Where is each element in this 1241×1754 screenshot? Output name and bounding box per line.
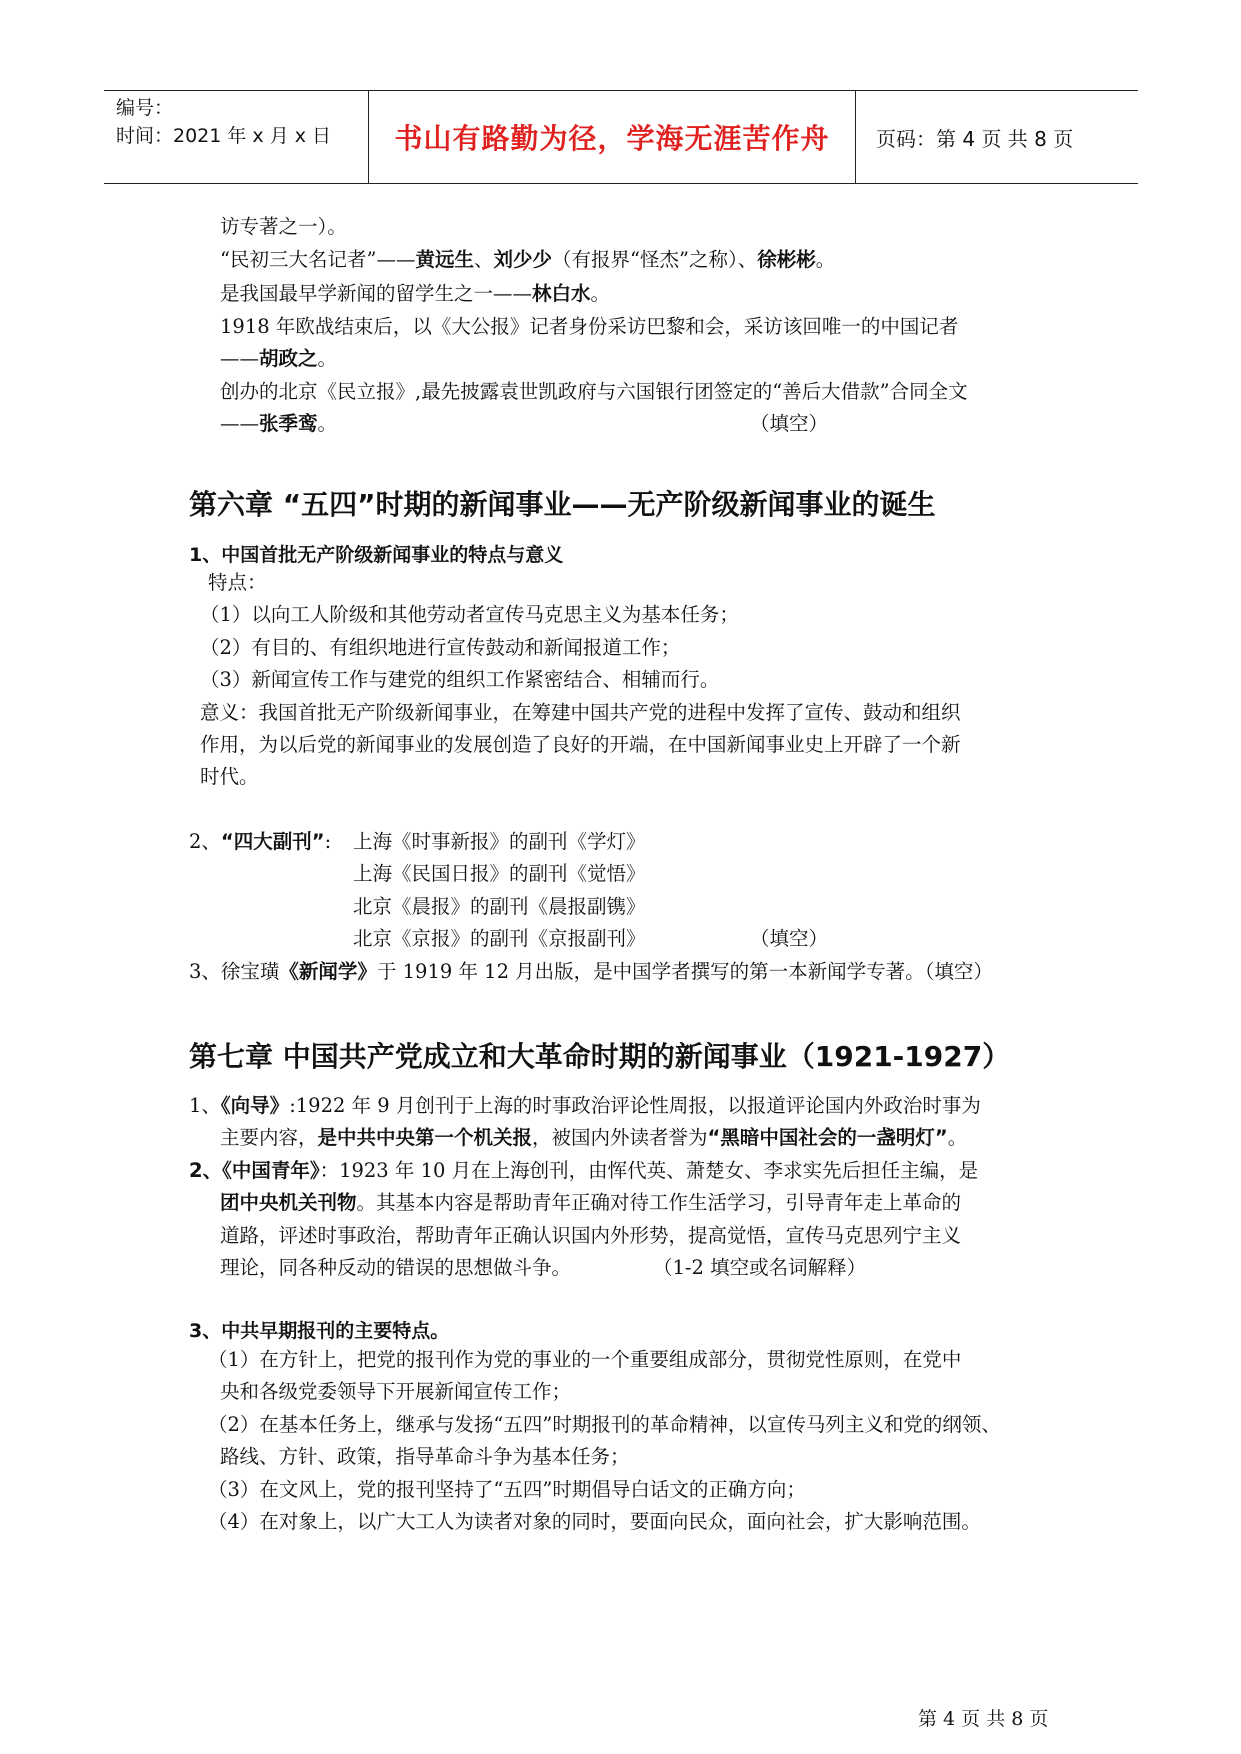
name-hu-zhengzhi: 胡政之 [259,347,318,370]
text-span: 。 [317,412,338,435]
name-liu-shaoshao: 刘少少 [493,248,552,271]
characteristic-3: （3）在文风上，党的报刊坚持了“五四”时期倡导白话文的正确方向； [208,1478,806,1501]
ch7-item-2-line-2 [220,1189,961,1217]
text-span: : [324,830,332,853]
text-span: 于 1919 年 12 月出版，是中国学者撰写的第一本新闻学专著。（填空） [376,960,993,983]
intro-line-3 [220,280,610,308]
text-span: 主要内容， [220,1126,318,1149]
supplement-3: 北京《晨报》的副刊《晨报副镌》 [353,895,646,918]
emphasis-text: 是中共中央第一个机关报 [317,1126,533,1149]
serial-number-label: 编号： [116,97,174,119]
significance-line-3: 时代。 [200,765,259,788]
emphasis-text: 团中央机关刊物 [220,1191,357,1214]
supplement-1: 上海《时事新报》的副刊《学灯》 [353,830,646,853]
text-span: 3、徐宝璜 [189,960,280,983]
feature-2: （2）有目的、有组织地进行宣传鼓动和新闻报道工作； [200,636,681,659]
characteristic-1a: （1）在方针上，把党的报刊作为党的事业的一个重要组成部分，贯彻党性原则，在党中 [208,1348,962,1371]
header-page-cell [856,91,1138,183]
characteristic-1b: 央和各级党委领导下开展新闻宣传工作； [220,1380,572,1403]
header-meta-cell [104,91,368,183]
features-label: 特点： [208,571,267,594]
name-huang-yuansheng: 黄远生 [415,248,474,271]
text-span: ，被国内外读者誉为 [532,1126,708,1149]
chapter-7-title: 第七章 中国共产党成立和大革命时期的新闻事业（1921-1927） [189,1040,1011,1073]
ch7-item-1-line-2 [220,1124,967,1152]
journal-title: 《向导》 [220,1094,290,1117]
header-motto-cell [368,91,856,183]
text-span: “民初三大名记者”—— [220,248,416,271]
characteristic-4: （4）在对象上，以广大工人为读者对象的同时，要面向民众，面向社会，扩大影响范围。 [208,1510,981,1533]
name-xu-binbin: 徐彬彬 [757,248,816,271]
significance-line-1: 意义：我国首批无产阶级新闻事业，在筹建中国共产党的进程中发挥了宣传、鼓动和组织 [200,701,961,724]
text-span: —— [220,412,259,435]
fill-blank-note: （填空） [750,412,829,435]
document-header [104,90,1138,184]
chapter-6-title: 第六章 “五四”时期的新闻事业——无产阶级新闻事业的诞生 [189,488,936,521]
text-span: 。 [815,248,836,271]
page-footer: 第 4 页 共 8 页 [918,1708,1049,1730]
name-zhang-jiluan: 张季鸾 [259,412,318,435]
intro-line-2 [220,246,835,274]
text-span: 。 [590,282,611,305]
text-span: 。其基本内容是帮助青年正确对待工作生活学习，引导青年走上革命的 [356,1191,962,1214]
intro-line-7 [220,410,337,438]
text-span: —— [220,347,259,370]
supplement-2: 上海《民国日报》的副刊《觉悟》 [353,862,646,885]
feature-3: （3）新闻宣传工作与建党的组织工作紧密结合、相辅而行。 [200,668,720,691]
intro-line-4: 1918 年欧战结束后，以《大公报》记者身份采访巴黎和会，采访该回唯一的中国记者 [220,315,959,338]
characteristic-2a: （2）在基本任务上，继承与发扬“五四”时期报刊的革命精神，以宣传马列主义和党的纲领、 [208,1413,1001,1436]
ch7-section-3-title: 3、中共早期报刊的主要特点。 [189,1320,450,1342]
intro-line-1: 访专著之一）。 [220,215,347,238]
emphasis-text: “黑暗中国社会的一盏明灯” [707,1126,948,1149]
fill-blank-note: （填空） [750,927,829,950]
ch6-section-2-head [189,828,331,856]
text-span: 1、 [189,1094,221,1117]
characteristic-2b: 路线、方针、政策，指导革命斗争为基本任务； [220,1445,630,1468]
significance-line-2: 作用，为以后党的新闻事业的发展创造了良好的开端，在中国新闻事业史上开辟了一个新 [200,733,961,756]
text-span: 、 [473,248,494,271]
text-span: ：1923 年 10 月在上海创刊，由恽代英、萧楚女、李求实先后担任主编，是 [319,1159,979,1182]
motto-text: 书山有路勤为径，学海无涯苦作舟 [394,122,830,155]
page-number-label: 页码：第 4 页 共 8 页 [876,126,1074,151]
ch7-item-1-line-1 [189,1092,981,1120]
ch7-item-2-line-1 [189,1157,978,1185]
supplement-4: 北京《京报》的副刊《京报副刊》 [353,927,646,950]
fill-blank-note: （1-2 填空或名词解释） [653,1256,867,1279]
text-span: 是我国最早学新闻的留学生之一—— [220,282,533,305]
four-supplements-label: “四大副刊” [220,830,325,853]
text-span: :1922 年 9 月创刊于上海的时事政治评论性周报，以报道评论国内外政治时事为 [289,1094,981,1117]
book-title: 《新闻学》 [279,960,377,983]
text-span: （有报界“怪杰”之称）、 [552,248,758,271]
ch7-item-2-line-4: 理论，同各种反动的错误的思想做斗争。 [220,1256,572,1279]
feature-1: （1）以向工人阶级和其他劳动者宣传马克思主义为基本任务； [200,603,739,626]
journal-title: 2、《中国青年》 [189,1159,320,1182]
text-span: 2、 [189,830,221,853]
text-span: 。 [947,1126,968,1149]
intro-line-6: 创办的北京《民立报》,最先披露袁世凯政府与六国银行团签定的“善后大借款”合同全文 [220,380,968,403]
date-label: 时间：2021 年 x 月 x 日 [116,125,332,147]
name-lin-baishui: 林白水 [532,282,591,305]
ch7-item-2-line-3: 道路，评述时事政治，帮助青年正确认识国内外形势，提高觉悟，宣传马克思列宁主义 [220,1224,962,1247]
text-span: 。 [317,347,338,370]
ch6-section-3 [189,958,993,986]
ch6-section-1-title: 1、中国首批无产阶级新闻事业的特点与意义 [189,544,564,566]
intro-line-5 [220,345,337,373]
